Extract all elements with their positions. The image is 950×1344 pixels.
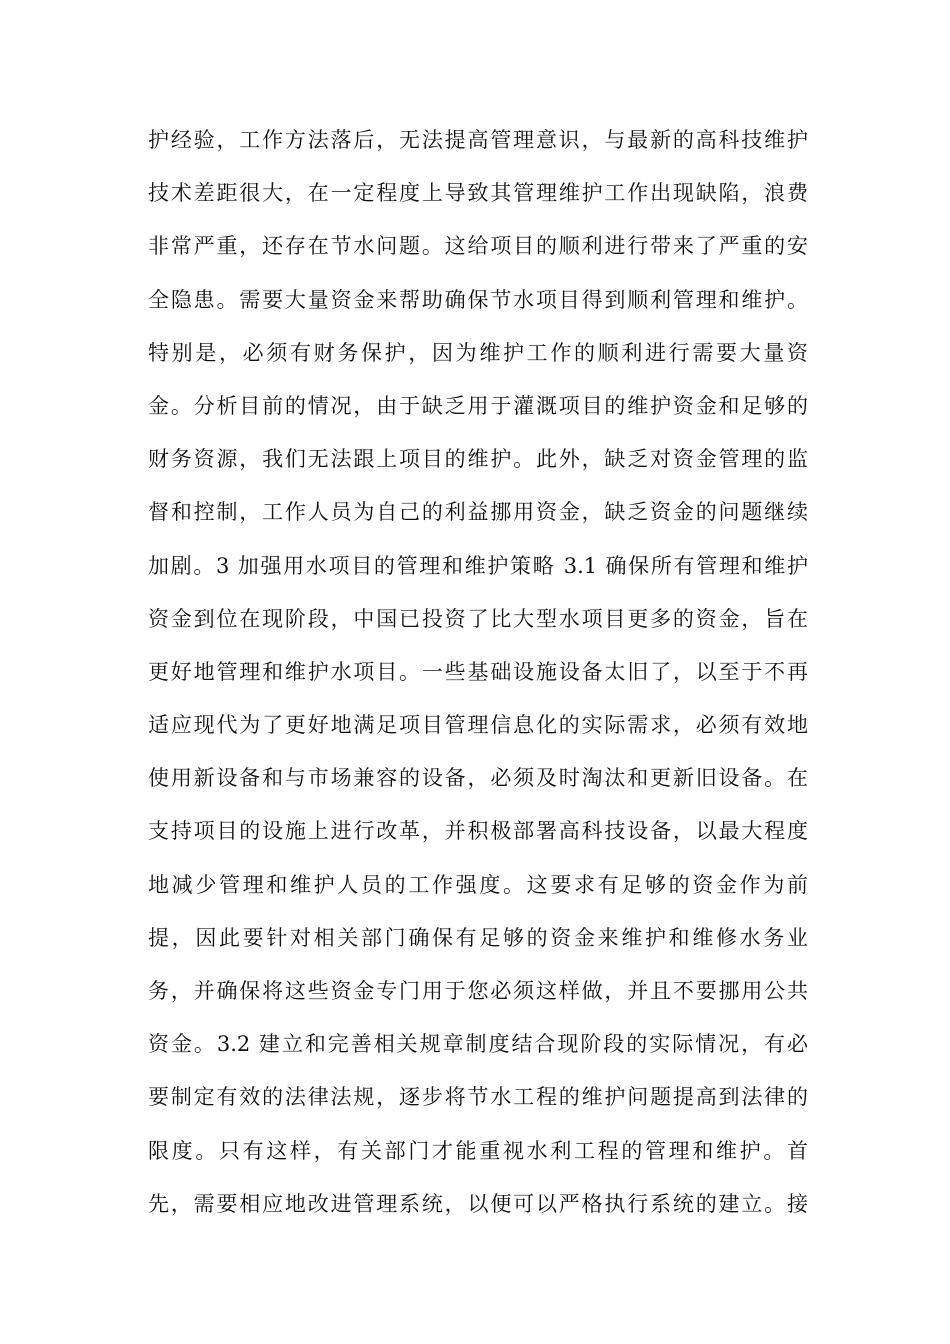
text-line-8: 督和控制，工作人员为自己的利益挪用资金，缺乏资金的问题继续 xyxy=(148,500,808,525)
text-line-5: 特别是，必须有财务保护，因为维护工作的顺利进行需要大量资 xyxy=(148,340,808,365)
text-line-19: 要制定有效的法律法规，逐步将节水工程的维护问题提高到法律的 xyxy=(148,1085,808,1110)
text-line-17: 务，并确保将这些资金专门用于您必须这样做，并且不要挪用公共 xyxy=(148,979,808,1003)
text-line-6: 金。分析目前的情况，由于缺乏用于灌溉项目的维护资金和足够的 xyxy=(148,393,808,418)
text-line-4: 全隐患。需要大量资金来帮助确保节水项目得到顺利管理和维护。 xyxy=(148,287,808,312)
text-line-1: 护经验，工作方法落后，无法提高管理意识，与最新的高科技维护 xyxy=(148,128,808,152)
text-line-3: 非常严重，还存在节水问题。这给项目的顺利进行带来了严重的安 xyxy=(148,234,808,259)
body-text xyxy=(148,114,808,1231)
text-line-15: 地减少管理和维护人员的工作强度。这要求有足够的资金作为前 xyxy=(148,872,808,897)
text-line-18: 资金。3.2 建立和完善相关规章制度结合现阶段的实际情况，有必 xyxy=(148,1032,808,1057)
text-line-11: 更好地管理和维护水项目。一些基础设施设备太旧了，以至于不再 xyxy=(148,659,808,684)
text-line-16: 提，因此要针对相关部门确保有足够的资金来维护和维修水务业 xyxy=(148,925,808,950)
text-line-12: 适应现代为了更好地满足项目管理信息化的实际需求，必须有效地 xyxy=(148,713,808,738)
text-line-20: 限度。只有这样，有关部门才能重视水利工程的管理和维护。首 xyxy=(148,1138,808,1163)
text-line-7: 财务资源，我们无法跟上项目的维护。此外，缺乏对资金管理的监 xyxy=(148,447,808,472)
text-line-10: 资金到位在现阶段，中国已投资了比大型水项目更多的资金，旨在 xyxy=(148,606,808,631)
text-line-2: 技术差距很大，在一定程度上导致其管理维护工作出现缺陷，浪费 xyxy=(148,181,808,206)
text-line-9: 加剧。3 加强用水项目的管理和维护策略 3.1 确保所有管理和维护 xyxy=(148,553,808,578)
text-line-13: 使用新设备和与市场兼容的设备，必须及时淘汰和更新旧设备。在 xyxy=(148,766,808,791)
text-line-21: 先，需要相应地改进管理系统，以便可以严格执行系统的建立。接 xyxy=(148,1191,808,1216)
text-line-14: 支持项目的设施上进行改革，并积极部署高科技设备，以最大程度 xyxy=(148,819,808,844)
